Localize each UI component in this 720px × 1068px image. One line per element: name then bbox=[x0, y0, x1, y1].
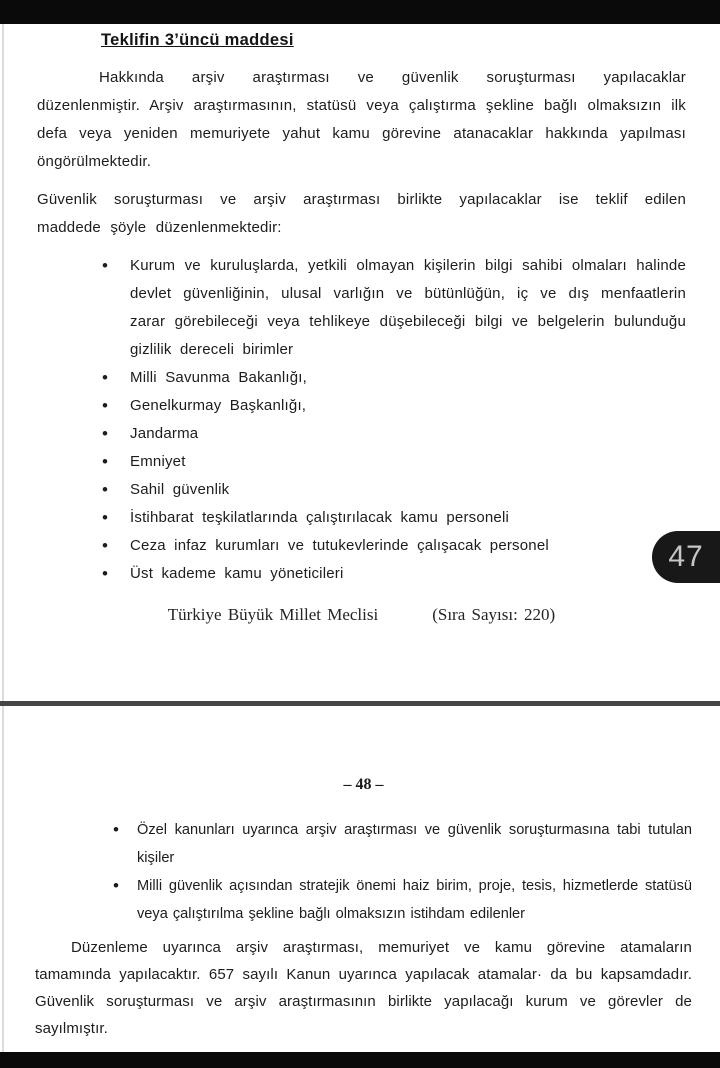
paragraph-1: Hakkında arşiv araştırması ve güvenlik soruşturması yapılacaklar düzenlenmiştir. Arşiv araştırmasının, statüsü veya çalıştırma şekline bağlı olmaksızın ilk defa veya yeniden memuriyete yahut kamu görevine atanacaklar hakkında yapılması öngörülmektedir. bbox=[37, 69, 686, 170]
page-divider-line bbox=[0, 701, 720, 706]
paragraph-3: Düzenleme uyarınca arşiv araştırması, memuriyet ve kamu görevine atamaların tamamında yapılacaktır. 657 sayılı Kanun uyarınca yapılacak atamalar· da bu kapsamdadır. Güvenlik soruşturması ve arşiv araştırmasının birlikte yapılacağı kurum ve görevler de sayılmıştır. bbox=[35, 939, 692, 1037]
list-item: • Sahil güvenlik bbox=[100, 476, 686, 504]
scan-edge-line bbox=[2, 24, 4, 1052]
page-footer bbox=[37, 604, 686, 626]
list-item: • Milli Savunma Bakanlığı, bbox=[100, 364, 686, 392]
list-item: • Milli güvenlik açısından stratejik önemi haiz birim, proje, tesis, hizmetlerde statüsü veya çalıştırılma şekline bağlı olmaksızın istihdam edilenler bbox=[115, 872, 692, 928]
list-item: • Ceza infaz kurumları ve tutukevlerinde çalışacak personel bbox=[100, 532, 686, 560]
top-black-bar bbox=[0, 0, 720, 24]
list-item: • Üst kademe kamu yöneticileri bbox=[100, 560, 686, 588]
page-number-header: – 48 – bbox=[343, 776, 384, 793]
list-item: • Özel kanunları uyarınca arşiv araştırması ve güvenlik soruşturmasına tabi tutulan kişiler bbox=[115, 816, 692, 872]
list-item: • Emniyet bbox=[100, 448, 686, 476]
bullet-list-page-47 bbox=[37, 252, 686, 588]
paragraph-2: Güvenlik soruşturması ve arşiv araştırması birlikte yapılacaklar ise teklif edilen maddede şöyle düzenlenmektedir: bbox=[37, 191, 686, 236]
list-item: • Jandarma bbox=[100, 420, 686, 448]
section-heading: Teklifin 3’üncü maddesi bbox=[101, 31, 294, 49]
list-item: • İstihbarat teşkilatlarında çalıştırılacak kamu personeli bbox=[100, 504, 686, 532]
bottom-black-bar bbox=[0, 1052, 720, 1068]
document-page-47 bbox=[0, 24, 720, 701]
footer-doc-number: (Sıra Sayısı: 220) bbox=[432, 605, 556, 624]
footer-institution: Türkiye Büyük Millet Meclisi bbox=[167, 605, 379, 624]
page-number-badge bbox=[652, 531, 720, 583]
page-number-badge-label: 47 bbox=[668, 540, 704, 573]
bullet-list-page-48 bbox=[35, 816, 692, 928]
list-item: • Genelkurmay Başkanlığı, bbox=[100, 392, 686, 420]
document-page-48 bbox=[0, 706, 720, 1052]
list-item: • Kurum ve kuruluşlarda, yetkili olmayan kişilerin bilgi sahibi olmaları halinde devlet güvenliğinin, ulusal varlığın ve bütünlüğün, iç ve dış menfaatlerin zarar görebileceği veya tehlikeye düşebileceği bilgi ve belgelerin bulunduğu gizlilik dereceli birimler bbox=[100, 252, 686, 364]
